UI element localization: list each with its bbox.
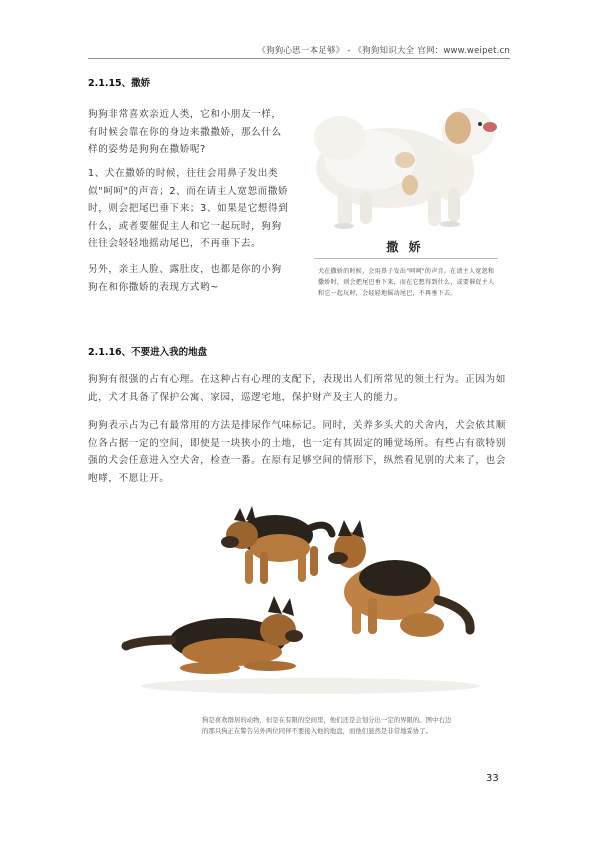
german-shepherd-lying [126,596,303,674]
photo-caption-sajiao: 犬在撒娇的时候，会用鼻子发出"呵呵"的声音。在请主人宽恕和撒娇时，则会把尾巴垂下来，而在它想得到什么，或要催促主人和它一起玩时，会轻轻地摇动尾巴，不再垂下去。 [318,268,495,297]
photo-caption-divider [314,258,498,259]
section1-list-paragraph: 1、犬在撒娇的时候，往往会用鼻子发出类似"呵呵"的声音；2、而在请主人宽恕而撒娇时，则会把尾巴垂下来；3、如果是它想得到什么，或者要催促主人和它一起玩时，狗狗往往会轻轻地摇动尾巴，不再垂下去。 [88,168,289,249]
shepherd-dogs-photo [100,490,520,715]
page-number: 33 [486,773,499,784]
photo-caption-territory: 狗是喜欢群居的动物，但是在有限的空间里，他们还是会划分出一定的界限的。图中右边的那只狗正在警告另外两位同伴不要接入他的地盘，而他们显然是非常地妥协了。 [202,716,452,735]
section1-closing-paragraph: 另外，亲主人脸、露肚皮，也都是你的小狗狗在和你撒娇的表现方式哟~ [88,264,282,293]
section-heading-2-1-15: 2.1.15、撒娇 [88,78,151,89]
header-divider [88,58,510,59]
running-header: 《狗狗心思一本足够》 - 《狗狗知识大全 官网：www.weipet.cn [257,46,510,56]
german-shepherd-right [328,520,470,637]
section-heading-2-1-16: 2.1.16、不要进入我的地盘 [88,347,208,358]
german-shepherd-standing-left [221,506,332,584]
photo-title-sajiao: 撒 娇 [386,240,424,254]
section1-intro-paragraph: 狗狗非常喜欢亲近人类，它和小朋友一样，有时候会靠在你的身边来撒撒娇，那么什么样的姿势是狗狗在撒娇呢? [88,109,282,155]
section2-body-paragraph: 狗狗表示占为己有最常用的方法是排尿作气味标记。同时，关养多头犬的犬舍内，犬会依其顺位各占据一定的空间，即使是一块狭小的土地，也一定有其固定的睡觉场所。有些占有欲特别强的犬会任意进入空犬舍，检查一番。在原有足够空间的情形下，纵然看见别的犬来了，也会咆哮，不愿让开。 [88,420,506,484]
section2-intro-paragraph: 狗狗有很强的占有心理。在这种占有心理的支配下，表现出人们所常见的领土行为。正因为如此，犬才具备了保护公寓、家园，巡逻宅地，保护财产及主人的能力。 [88,374,506,403]
